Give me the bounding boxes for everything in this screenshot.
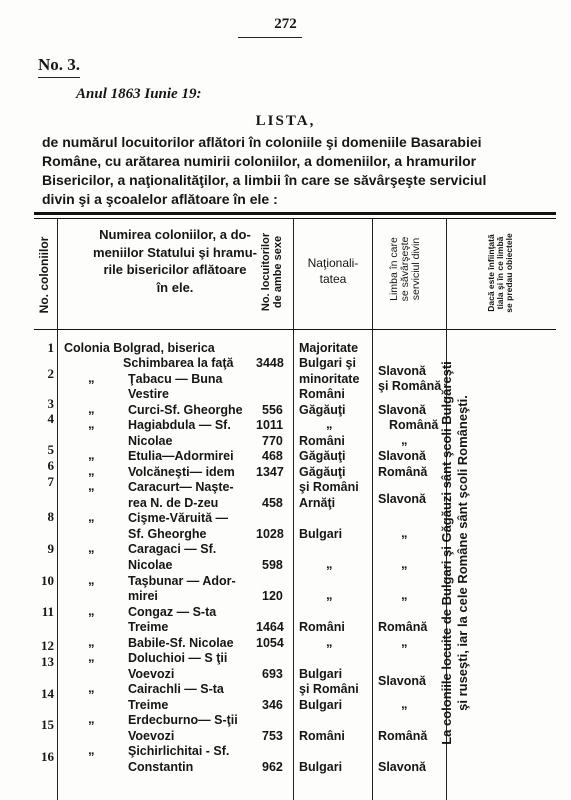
population-value: 1028: [256, 527, 284, 541]
colony-name: Nicolae: [128, 558, 173, 572]
header-line: se predau obiectele: [503, 233, 514, 313]
row-number: 3: [47, 396, 54, 411]
nationality-value: Găgăuţi: [299, 465, 346, 479]
intro-line: divin şi a şcoalelor aflătoare în ele :: [42, 191, 278, 207]
schools-note-line: La coloniile locuite de Bulgari şi Găgăuzi sânt şcoli Bulgăreşti: [439, 361, 454, 745]
intro-line: Bisericilor, a naţionalităţilor, a limbii în care se săvârşeşte serviciul: [42, 172, 487, 188]
colony-name: Şichirlichitai - Sf.: [128, 744, 230, 758]
population-value: 120: [262, 589, 283, 603]
colony-name: Hagiabdula — Sf.: [128, 418, 231, 432]
colony-name: Colonia Bolgrad, biserica: [64, 341, 215, 355]
colony-name: Constantin: [128, 760, 194, 774]
language-value: Slavonă: [378, 760, 426, 774]
nationality-value: Bulgari: [299, 667, 343, 681]
colony-name: Voevozi: [128, 729, 175, 743]
population-value: 458: [262, 496, 283, 510]
list-title: LISTA,: [255, 113, 316, 129]
language-value: Română: [378, 729, 428, 743]
nationality-value: Găgăuţi: [299, 449, 346, 463]
colony-name: Sf. Gheorghe: [128, 527, 207, 541]
language-value: Română: [378, 465, 428, 479]
population-value: 1464: [256, 620, 284, 634]
population-value: 962: [262, 760, 283, 774]
ditto-mark: „: [88, 401, 95, 416]
row-number: 4: [47, 411, 54, 426]
population-value: 693: [262, 667, 283, 681]
column-divider: [293, 219, 294, 800]
nationality-value: „: [326, 587, 333, 602]
population-value: 770: [262, 434, 283, 448]
colony-name: Treime: [128, 620, 169, 634]
table-top-rule-thin: [34, 218, 556, 219]
row-number: 11: [41, 604, 54, 619]
header-line: de ambe sexe: [271, 235, 284, 309]
language-value: „: [401, 432, 408, 447]
header-col-schools: [487, 222, 517, 324]
row-number: 5: [47, 442, 54, 457]
header-col-language: [389, 223, 427, 315]
colony-name: Doluchioi — S ţii: [128, 651, 228, 665]
language-value: Slavonă: [378, 403, 426, 417]
population-value: 468: [262, 449, 283, 463]
header-line: Naţionali-: [307, 256, 359, 270]
schools-note: [439, 353, 473, 753]
population-value: 3448: [256, 356, 284, 370]
language-value: Slavonă: [378, 674, 426, 688]
nationality-value: minoritate: [299, 372, 360, 386]
language-value: „: [401, 556, 408, 571]
header-line: se săvârşeşte: [399, 236, 412, 302]
colony-name: Nicolae: [128, 434, 173, 448]
header-col-names: [60, 226, 290, 296]
colony-name: Voevozi: [128, 667, 175, 681]
page-number: 272: [274, 16, 297, 32]
colony-name: Cişme-Văruită —: [128, 511, 229, 525]
ditto-mark: „: [88, 711, 95, 726]
nationality-value: Bulgari: [299, 527, 343, 541]
population-value: 753: [262, 729, 283, 743]
intro-line: de numărul locuitorilor aflători în coloniile şi domeniile Basarabiei: [42, 134, 482, 150]
header-line: Limba în care: [388, 237, 400, 301]
colony-name: rea N. de D-zeu: [128, 496, 219, 510]
row-number: 15: [41, 717, 54, 732]
ditto-mark: „: [88, 572, 95, 587]
language-value: Slavonă: [378, 449, 426, 463]
row-number: 7: [47, 474, 54, 489]
colony-name: Congaz — S-ta: [128, 605, 217, 619]
nationality-value: Bulgari: [299, 760, 343, 774]
header-col-population: [261, 216, 289, 328]
header-line: tiala şi în ce limbă: [494, 236, 505, 310]
nationality-value: şi Români: [299, 682, 359, 696]
ditto-mark: „: [88, 370, 95, 385]
language-value: Slavonă: [378, 492, 426, 506]
population-value: 1054: [256, 636, 284, 650]
colony-name: Treime: [128, 698, 169, 712]
nationality-value: Români: [299, 387, 345, 401]
row-number: 9: [47, 541, 54, 556]
population-value: 346: [262, 698, 283, 712]
header-col-nationality: [298, 256, 368, 287]
colony-name: Caragaci — Sf.: [128, 542, 217, 556]
table-top-rule: [34, 212, 556, 215]
schools-note-line: şi ruseşti, iar la cele Române sânt şcoli Româneşti.: [455, 395, 471, 711]
nationality-value: Arnăţi: [299, 496, 336, 510]
date-line: Anul 1863 Iunie 19:: [76, 86, 202, 102]
document-number-underline: [38, 77, 80, 78]
header-line: rile bisericilor aflătoare: [103, 262, 247, 278]
ditto-mark: „: [88, 478, 95, 493]
nationality-value: Majoritate: [299, 341, 359, 355]
language-value: „: [401, 587, 408, 602]
colony-name: Schimbarea la faţă: [123, 356, 234, 370]
nationality-value: şi Români: [299, 480, 359, 494]
header-line: meniilor Statului şi hramu-: [93, 244, 257, 260]
ditto-mark: „: [88, 463, 95, 478]
header-line: Dacă este înfiinţată: [486, 234, 496, 312]
nationality-value: Găgăuţi: [299, 403, 346, 417]
header-line: Numirea coloniilor, a do-: [99, 227, 251, 242]
colony-name: Taşbunar — Ador-: [128, 574, 236, 588]
language-value: Română: [378, 620, 428, 634]
ditto-mark: „: [88, 603, 95, 618]
row-number: 6: [47, 458, 54, 473]
row-number: 1: [47, 340, 54, 355]
nationality-value: Bulgari şi: [299, 356, 356, 370]
page-number-underline: [238, 37, 302, 38]
nationality-value: Români: [299, 729, 345, 743]
intro-line: Române, cu arătarea numirii coloniilor, a domeniilor, a hramurilor: [42, 153, 477, 169]
language-value: „: [401, 525, 408, 540]
row-number: 12: [41, 638, 54, 653]
ditto-mark: „: [88, 649, 95, 664]
colony-name: Caracurt— Naşte-: [128, 480, 234, 494]
row-number: 16: [41, 749, 54, 764]
header-col-number: No. coloniilor: [37, 236, 51, 314]
nationality-value: „: [326, 416, 333, 431]
header-line: serviciul divin: [410, 237, 423, 301]
row-number: 2: [47, 366, 54, 381]
document-number: No. 3.: [38, 55, 81, 74]
colony-name: mirei: [128, 589, 158, 603]
header-line: No. locuitorilor: [260, 232, 272, 312]
row-number: 8: [47, 509, 54, 524]
row-number: 10: [41, 573, 54, 588]
colony-name: Erdecburno— S-ţii: [128, 713, 238, 727]
header-line: în ele.: [156, 279, 194, 295]
ditto-mark: „: [88, 509, 95, 524]
population-value: 1011: [256, 418, 284, 432]
table-header-rule: [34, 329, 556, 330]
language-value: şi Română: [378, 379, 442, 393]
colony-name: Cairachli — S-ta: [128, 682, 224, 696]
row-number: 14: [41, 686, 54, 701]
column-divider: [372, 219, 373, 800]
nationality-value: „: [326, 634, 333, 649]
population-value: 556: [262, 403, 283, 417]
colony-name: Vestire: [128, 387, 170, 401]
language-value: „: [401, 696, 408, 711]
header-line: tatea: [319, 271, 347, 286]
ditto-mark: „: [88, 680, 95, 695]
colony-name: Curci-Sf. Gheorghe: [128, 403, 243, 417]
language-value: Slavonă: [378, 364, 426, 378]
population-value: 1347: [256, 465, 284, 479]
colony-name: Babile-Sf. Nicolae: [128, 636, 234, 650]
population-value: 598: [262, 558, 283, 572]
ditto-mark: „: [88, 742, 95, 757]
nationality-value: „: [326, 556, 333, 571]
column-divider: [57, 219, 58, 800]
nationality-value: Români: [299, 434, 345, 448]
language-value: Română: [389, 418, 439, 432]
colony-name: Volcăneşti— idem: [128, 465, 235, 479]
ditto-mark: „: [88, 416, 95, 431]
colony-name: Etulia—Adormirei: [128, 449, 234, 463]
ditto-mark: „: [88, 540, 95, 555]
ditto-mark: „: [88, 634, 95, 649]
nationality-value: Români: [299, 620, 345, 634]
colony-name: Ţabacu — Buna: [128, 372, 223, 386]
ditto-mark: „: [88, 447, 95, 462]
language-value: „: [401, 634, 408, 649]
nationality-value: Bulgari: [299, 698, 343, 712]
row-number: 13: [41, 654, 54, 669]
